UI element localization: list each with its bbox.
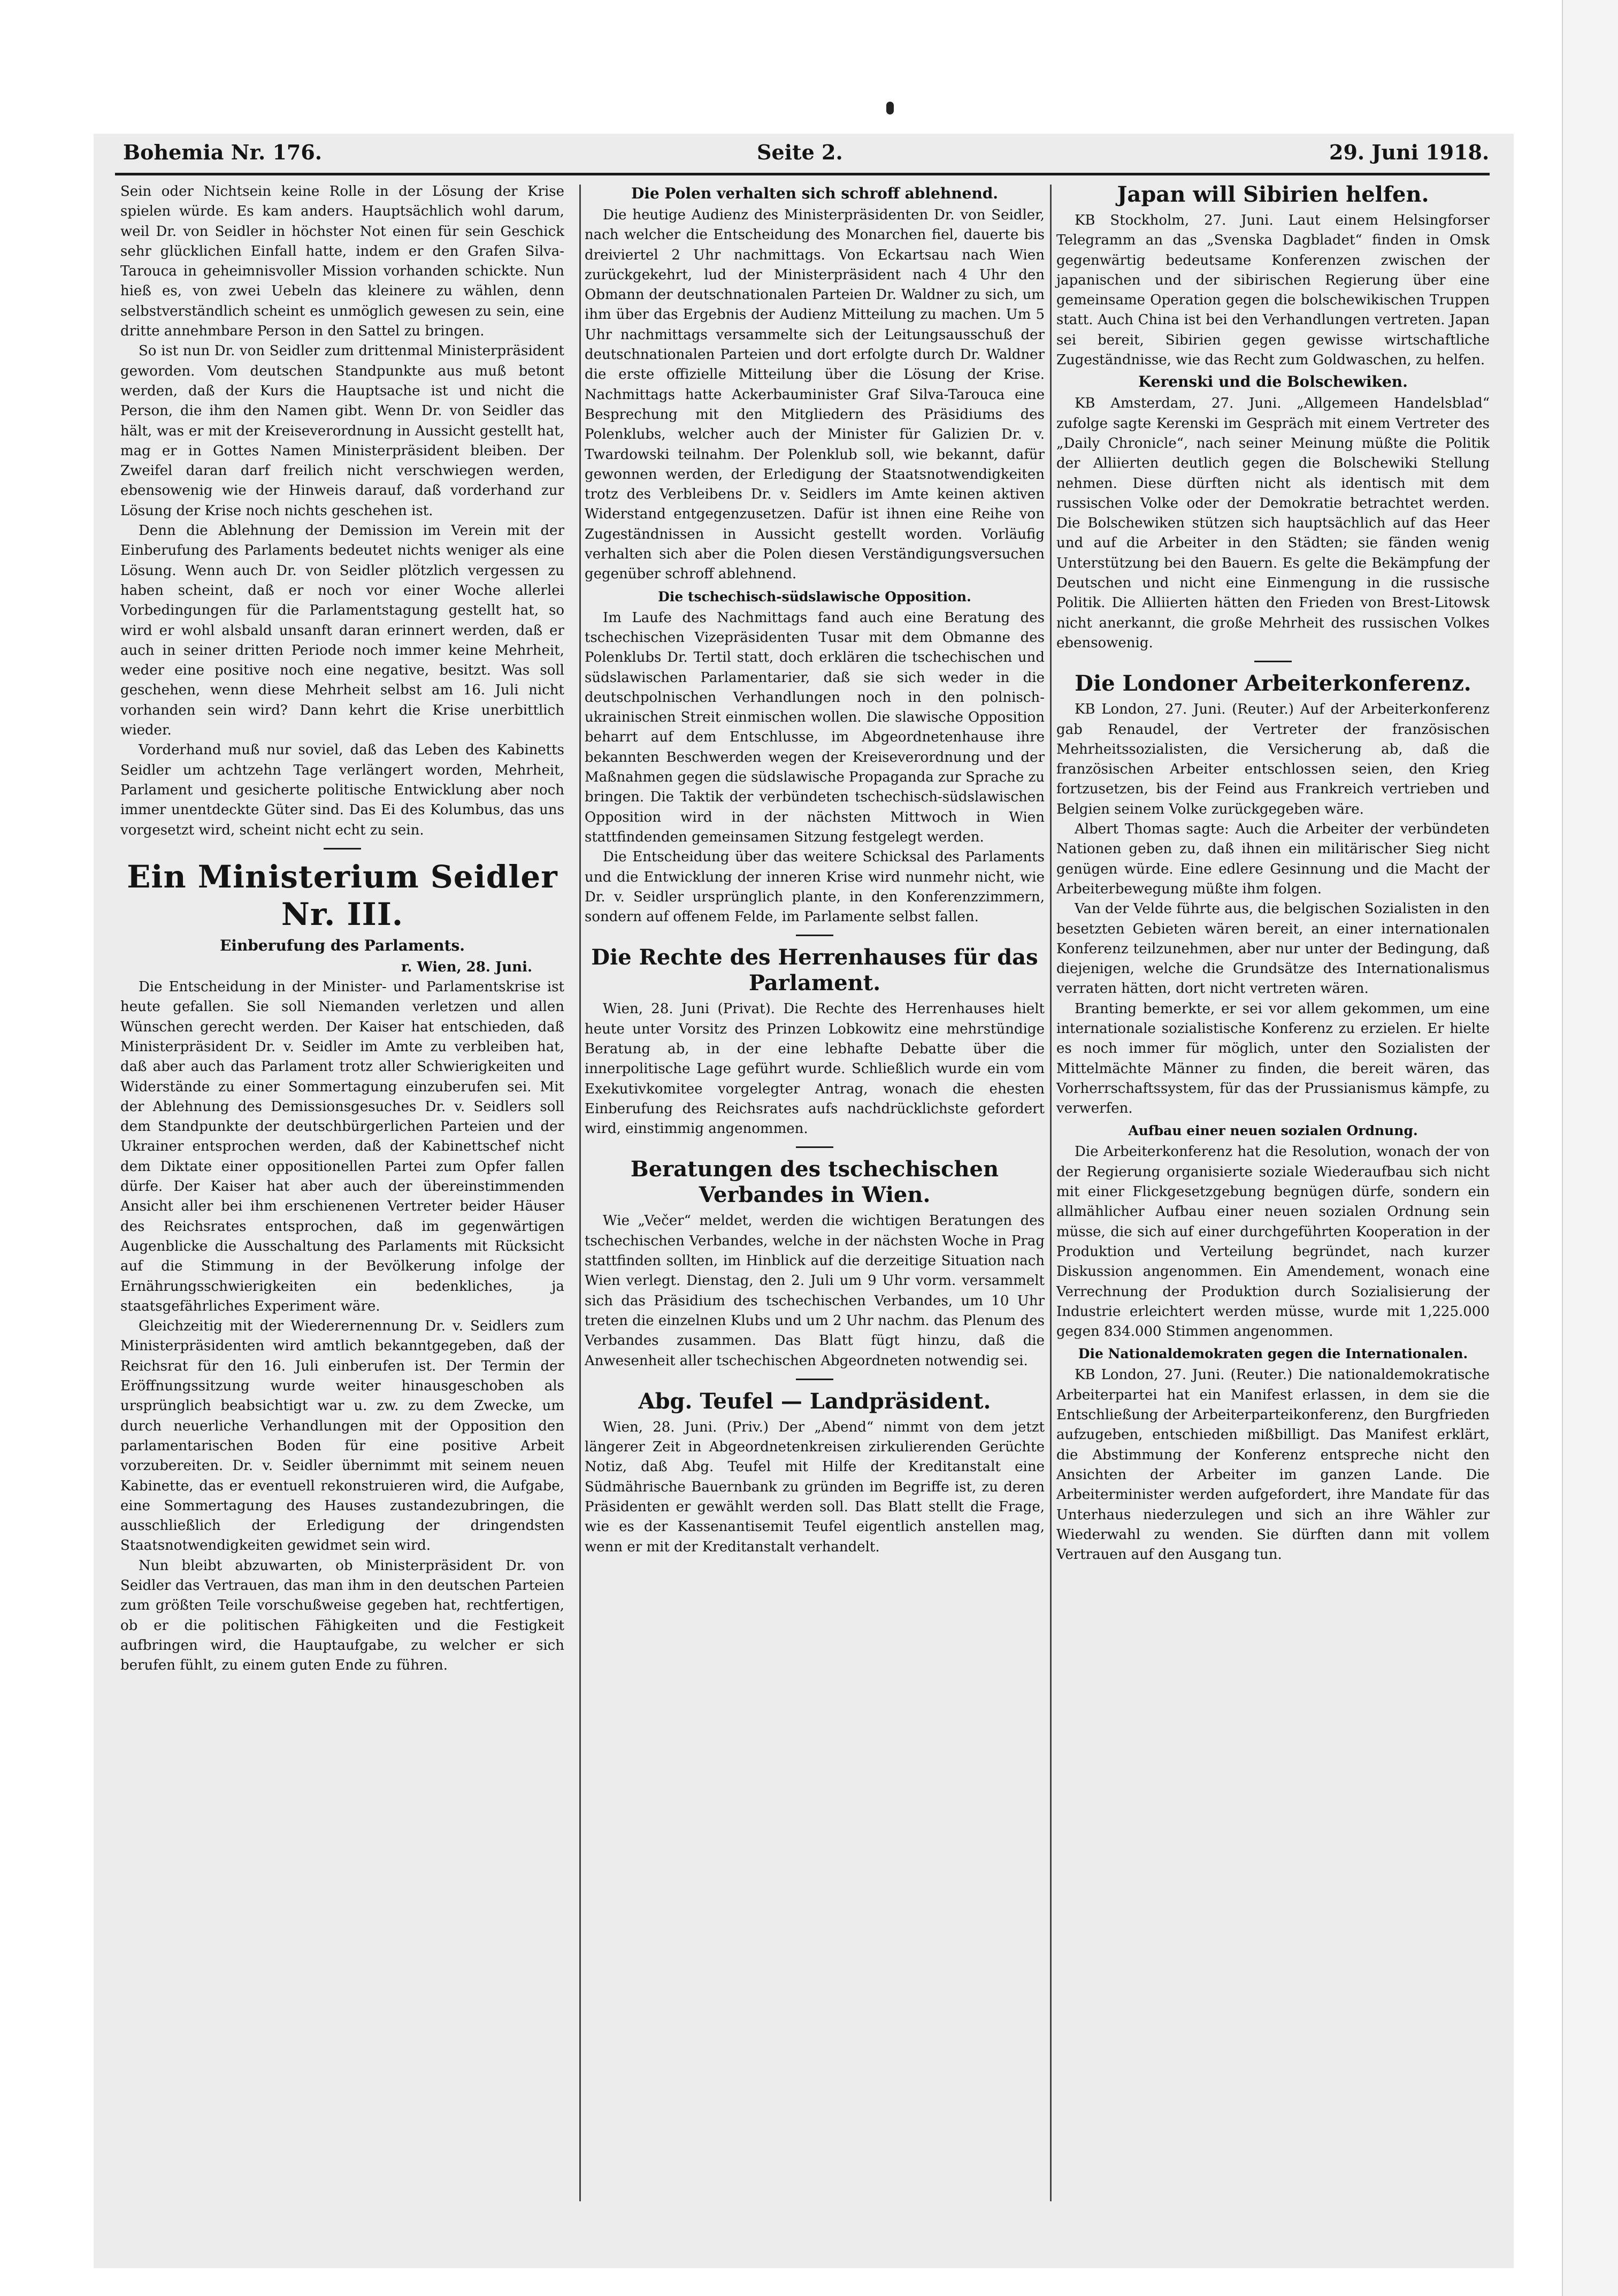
- binding-margin: [1562, 0, 1618, 2296]
- sub-headline: Einberufung des Parlaments.: [219, 936, 465, 954]
- article-text: Die Arbeiterkonferenz hat die Resolution, wonach der von der Regierung organisierte soziale Wiederaufbau sich nicht mit einer Flickgesetzgebung begnügen dürfe, sondern ein allmählicher Aufbau einer neuen sozialen Ordnung sein müsse, die sich auf einer durchgeführten Kooperation in der Produktion und Verteilung begründet, nach kurzer Diskussion angenommen. Ein Amendement, wonach eine Verrechnung der Produktion durch Sozialisierung der Industrie erleichtert werden müsse, wurde mit 1,225.000 gegen 834.000 Stimmen angenommen.: [1056, 1144, 1490, 1340]
- article-text: Sein oder Nichtsein keine Rolle in der Lösung der Krise spielen würde. Es kam anders. Hauptsächlich wohl darum, weil Dr. von Seidler in höchster Not einen für sein Geschick sehr glücklichen Einfall hatte, indem er den Grafen Silva-Tarouca in geheimnisvoller Mission vorhanden schickte. Nun hieß es, von zwei Uebeln das kleinere zu wählen, denn selbstverständlich scheint es unmöglich gewesen zu sein, eine dritte annehmbare Person in den Sattel zu bringen.: [120, 183, 564, 340]
- article-text: Gleichzeitig mit der Wiederernennung Dr. v. Seidlers zum Ministerpräsidenten wird amtlich bekanntgegeben, daß der Reichsrat für den 16. Juli einberufen ist. Der Termin der Eröffnungssitzung wurde weiter hinausgeschoben als ursprünglich beabsichtigt war u. zw. zu dem Zwecke, um durch neuerliche Verhandlungen mit der Opposition den parlamentarischen Boden für eine positive Arbeit vorzubereiten. Dr. v. Seidler übernimmt mit seinem neuen Kabinette, das er eventuell rekonstruieren wird, die Aufgabe, eine Sommertagung des Hauses zustandezubringen, die ausschließlich der Erledigung der dringendsten Staatsnotwendigkeiten gewidmet sein wird.: [120, 1318, 564, 1554]
- article-separator: [1254, 661, 1292, 662]
- article-text: So ist nun Dr. von Seidler zum drittenmal Ministerpräsident geworden. Vom deutschen Standpunkte aus muß betont werden, daß der Kurs die Hauptsache ist und nicht die Person, die ihm den Namen gibt. Wenn Dr. von Seidler das hält, was er mit der Kreiseverordnung in Aussicht gestellt hat, mag er in Gottes Namen Ministerpräsident bleiben. Der Zweifel daran darf freilich nicht verschwiegen werden, ebensowenig wie der Hinweis darauf, daß vorderhand zur Lösung der Krise noch nichts geschehen ist.: [120, 343, 564, 519]
- column-rule-1: [579, 185, 581, 2201]
- article-text: Wien, 28. Juni (Privat). Die Rechte des Herrenhauses hielt heute unter Vorsitz des Prinzen Lobkowitz eine mehrstündige Beratung ab, in der eine lebhafte Debatte über die innerpolitische Lage geführt wurde. Schließlich wurde ein vom Exekutivkomitee vorgelegter Antrag, wonach die ehesten Einberufung des Reichsrates aufs nachdrücklichste gefordert wird, einstimmig angenommen.: [585, 1001, 1045, 1137]
- article-text: Van der Velde führte aus, die belgischen Sozialisten in den besetzten Gebieten wären bereit, an einer internationalen Konferenz teilzunehmen, aber nur unter der Bedingung, daß diejenigen, welche die Grundsätze des Internationalismus verraten hätten, dort nicht vertreten wären.: [1056, 901, 1490, 997]
- article-text: Vorderhand muß nur soviel, daß das Leben des Kabinetts Seidler um achtzehn Tage verlängert worden, Mehrheit, Parlament und gesicherte politische Entwicklung aber noch immer unentdeckte Güter sind. Das Ei des Kolumbus, das uns vorgesetzt wird, scheint nicht echt zu sein.: [120, 742, 564, 838]
- article-text: KB Amsterdam, 27. Juni. „Allgemeen Handelsblad“ zufolge sagte Kerenski im Gespräch mit einem Vertreter des „Daily Chronicle“, nach seiner Meinung müßte die Politik der Alliierten deutlich gegen die Bolschewiki Stellung nehmen. Diese dürften nicht als identisch mit dem russischen Volke oder der Demokratie betrachtet werden. Die Bolschewiken stützen sich hauptsächlich auf das Heer und auf die Arbeiter in den Städten; sie fänden wenig Unterstützung bei den Bauern. Es gelte die Bekämpfung der Deutschen und nicht eine Einmengung in die russische Politik. Die Alliierten hätten den Frieden von Brest-Litowsk nicht anerkannt, die große Mehrheit des russischen Volkes ebensowenig.: [1056, 395, 1490, 651]
- column-3: [1056, 182, 1490, 1565]
- header-page-number: Seite 2.: [757, 140, 843, 164]
- article-text: Die heutige Audienz des Ministerpräsidenten Dr. von Seidler, nach welcher die Entscheidung des Monarchen fiel, dauerte bis dreiviertel 2 Uhr nachmittags. Von Eckartsau nach Wien zurückgekehrt, lud der Ministerpräsident nach 4 Uhr den Obmann der deutschnationalen Parteien Dr. Waldner zu sich, um ihm über das Ergebnis der Audienz Mitteilung zu machen. Um 5 Uhr nachmittags versammelte sich der Leitungsausschuß der deutschnationalen Parteien und dort erfolgte durch Dr. Waldner die erste offizielle Mitteilung über die Lösung der Krise. Nachmittags hatte Ackerbauminister Graf Silva-Tarouca eine Besprechung mit den Mitgliedern des Präsidiums des Polenklubs, welcher auch der Minister für Galizien Dr. v. Twardowski teilnahm. Der Polenklub soll, wie bekannt, dafür gewonnen werden, der Erledigung der Staatsnotwendigkeiten trotz des Verbleibens Dr. v. Seidlers im Amte keinen aktiven Widerstand entgegenzusetzen. Dafür ist ihnen eine Reihe von Zugeständnissen in Aussicht gestellt worden. Vorläufig verhalten sich aber die Polen diesen Verständigungsversuchen gegenüber schroff ablehnend.: [585, 207, 1045, 583]
- article-text: Die Entscheidung in der Minister- und Parlamentskrise ist heute gefallen. Sie soll Niemanden verletzen und allen Wünschen gerecht werden. Der Kaiser hat entschieden, daß Ministerpräsident Dr. v. Seidler im Amte zu verbleiben hat, daß aber auch das Parlament trotz aller Schwierigkeiten und Widerstände zu einer Sommertagung einzuberufen sei. Mit der Ablehnung des Demissionsgesuches Dr. v. Seidlers soll dem Standpunkte der deutschbürgerlichen Parteien und der Ukrainer entsprochen werden, daß der Kabinettschef nicht dem Diktate einer oppositionellen Partei zum Opfer fallen dürfe. Der Kaiser hat aber auch der übereinstimmenden Ansicht aller bei ihm erschienenen Vertreter beider Häuser des Reichsrates entsprochen, daß im gegenwärtigen Augenblicke die Ausschaltung des Parlaments mit Rücksicht auf die Stimmung in der Bevölkerung infolge der Ernährungsschwierigkeiten ein bedenkliches, ja staatsgefährliches Experiment wäre.: [120, 979, 564, 1314]
- header-paper-issue: Bohemia Nr. 176.: [123, 140, 323, 164]
- column-rule-2: [1050, 185, 1052, 2201]
- article-separator: [796, 935, 833, 936]
- article-separator: [796, 1379, 833, 1380]
- column-1: [120, 182, 564, 1675]
- article-text: KB London, 27. Juni. (Reuter.) Die nationaldemokratische Arbeiterpartei hat ein Manifest erlassen, in dem sie die Entschließung der Arbeiterparteikonferenz, den Burgfrieden aufzugeben, entschieden mißbilligt. Das Manifest erklärt, die Abstimmung der Konferenz entspreche nicht den Ansichten der Arbeiter im ganzen Lande. Die Arbeiterminister werden aufgefordert, ihre Mandate für das Unterhaus niederzulegen und sich an ihre Wähler zur Wiederwahl zu wenden. Sie dürften dann mit vollem Vertrauen auf den Ausgang tun.: [1056, 1367, 1490, 1563]
- column-2: [585, 182, 1045, 1557]
- article-separator: [796, 1146, 833, 1148]
- binding-hole: [886, 102, 894, 114]
- article-text: Albert Thomas sagte: Auch die Arbeiter der verbündeten Nationen geben zu, daß ihnen ein militärischer Sieg nicht genügen würde. Eine edlere Gesinnung und die Macht der Arbeiterbewegung müßte ihm folgen.: [1056, 821, 1490, 897]
- article-text: KB Stockholm, 27. Juni. Laut einem Helsingforser Telegramm an das „Svenska Dagbladet“ finden in Omsk gegenwärtig bedeutsame Konferenzen zwischen der japanischen und der sibirischen Regierung über eine gemeinsame Operation gegen die bolschewikischen Truppen statt. Auch China ist bei den Verhandlungen vertreten. Japan sei bereit, Sibirien gegen gewisse wirtschaftliche Zugeständnisse, wie das Recht zum Goldwaschen, zu helfen.: [1056, 212, 1490, 369]
- article-text: Im Laufe des Nachmittags fand auch eine Beratung des tschechischen Vizepräsidenten Tusar mit dem Obmanne des Polenklubs Dr. Tertil statt, doch erklären die tschechischen und südslawischen Parlamentarier, daß sie sich weder in die deutschpolnischen Verhandlungen noch in den polnisch-ukrainischen Streit einmischen wollen. Die slawische Opposition beharrt auf dem Entschlusse, im Abgeordnetenhause ihre bekannten Beschwerden wegen der Kreiseverordnung und der Maßnahmen gegen die südslawische Propaganda zur Sprache zu bringen. Die Taktik der verbündeten tschechisch-südslawischen Opposition wird in der nächsten Mittwoch in Wien stattfindenden gemeinsamen Sitzung festgelegt werden.: [585, 609, 1045, 845]
- headline-teufel: Abg. Teufel — Landpräsident.: [638, 1388, 991, 1414]
- headline-verband: Beratungen des tschechischen Verbandes in Wien.: [630, 1157, 999, 1208]
- header-date: 29. Juni 1918.: [1329, 140, 1490, 164]
- article-text: Wien, 28. Juni. (Priv.) Der „Abend“ nimmt von dem jetzt längerer Zeit in Abgeordnetenkreisen zirkulierenden Gerüchte Notiz, daß Abg. Teufel mit Hilfe der Kreditanstalt eine Südmährische Bauernbank zu gründen im Begriffe ist, zu deren Präsidenten er gewählt werden soll. Das Blatt stellt die Frage, wie es der Kassenantisemit Teufel eigentlich anstellen mag, wenn er mit der Kreditanstalt verhandelt.: [585, 1419, 1045, 1555]
- headline-london: Die Londoner Arbeiterkonferenz.: [1075, 671, 1471, 697]
- headline-kerenski: Kerenski und die Bolschewiken.: [1138, 373, 1408, 391]
- article-text: KB London, 27. Juni. (Reuter.) Auf der Arbeiterkonferenz gab Renaudel, der Vertreter der französischen Mehrheitssozialisten, die Versicherung ab, daß die französischen Arbeiter entschlossen seien, den Krieg fortzusetzen, bis der Feind aus Frankreich vertrieben und Belgien seinem Volke zurückgegeben wäre.: [1056, 701, 1490, 817]
- lead-headline: Ein Ministerium Seidler Nr. III.: [127, 858, 558, 932]
- headline-japan: Japan will Sibirien helfen.: [1117, 182, 1429, 207]
- dateline: r. Wien, 28. Juni.: [401, 959, 532, 975]
- article-text: Denn die Ablehnung der Demission im Verein mit der Einberufung des Parlaments bedeutet nichts weniger als eine Lösung. Wenn auch Dr. von Seidler plötzlich vergessen zu haben scheint, daß er noch vor einer Woche allerlei Vorbedingungen für die Parlamentstagung gestellt hat, so wird er wohl alsbald unsanft daran erinnert werden, daß er auch in seiner dritten Periode noch immer keine Mehrheit, weder eine positive noch eine negative, besitzt. Was soll geschehen, wenn diese Mehrheit selbst am 16. Juli nicht vorhanden sein wird? Dann kehrt die Krise unerbittlich wieder.: [120, 523, 564, 739]
- headline-herrenhaus: Die Rechte des Herrenhauses für das Parlament.: [591, 945, 1038, 996]
- header-rule: [115, 173, 1490, 175]
- article-text: Branting bemerkte, er sei vor allem gekommen, um eine internationale sozialistische Konferenz zu erzielen. Er hielte es noch immer für möglich, unter den Sozialisten der Mittelmächte Männer zu finden, die bereit wären, das Vorherrschaftssystem, für das der Prussianismus kämpfe, zu verwerfen.: [1056, 1000, 1490, 1117]
- article-separator: [324, 848, 361, 849]
- headline-opposition: Die tschechisch-südslawische Opposition.: [658, 588, 971, 604]
- headline-nationaldemokraten: Die Nationaldemokraten gegen die Internationalen.: [1078, 1346, 1468, 1362]
- article-text: Nun bleibt abzuwarten, ob Ministerpräsident Dr. von Seidler das Vertrauen, das man ihm in den deutschen Parteien zum größten Teile vorschußweise gegeben hat, rechtfertigen, ob er die politischen Fähigkeiten und die Festigkeit aufbringen wird, die Hauptaufgabe, zu welcher er sich berufen fühlt, zu einem guten Ende zu führen.: [120, 1557, 564, 1674]
- article-text: Wie „Večer“ meldet, werden die wichtigen Beratungen des tschechischen Verbandes, welche in der nächsten Woche in Prag stattfinden sollten, im Hinblick auf die derzeitige Situation nach Wien verlegt. Dienstag, den 2. Juli um 9 Uhr vorm. versammelt sich das Präsidium des tschechischen Verbandes, um 10 Uhr treten die einzelnen Klubs und um 2 Uhr nachm. das Plenum des Verbandes zusammen. Das Blatt fügt hinzu, daß die Anwesenheit aller tschechischen Abgeordneten notwendig sei.: [585, 1213, 1045, 1369]
- headline-polen: Die Polen verhalten sich schroff ablehnend.: [631, 185, 999, 202]
- article-text: Die Entscheidung über das weitere Schicksal des Parlaments und die Entwicklung der inneren Krise wird nunmehr nicht, wie Dr. v. Seidler ursprünglich plante, in den Konferenzzimmern, sondern auf offenem Felde, im Parlamente selbst fallen.: [585, 849, 1045, 925]
- headline-aufbau: Aufbau einer neuen sozialen Ordnung.: [1128, 1123, 1418, 1139]
